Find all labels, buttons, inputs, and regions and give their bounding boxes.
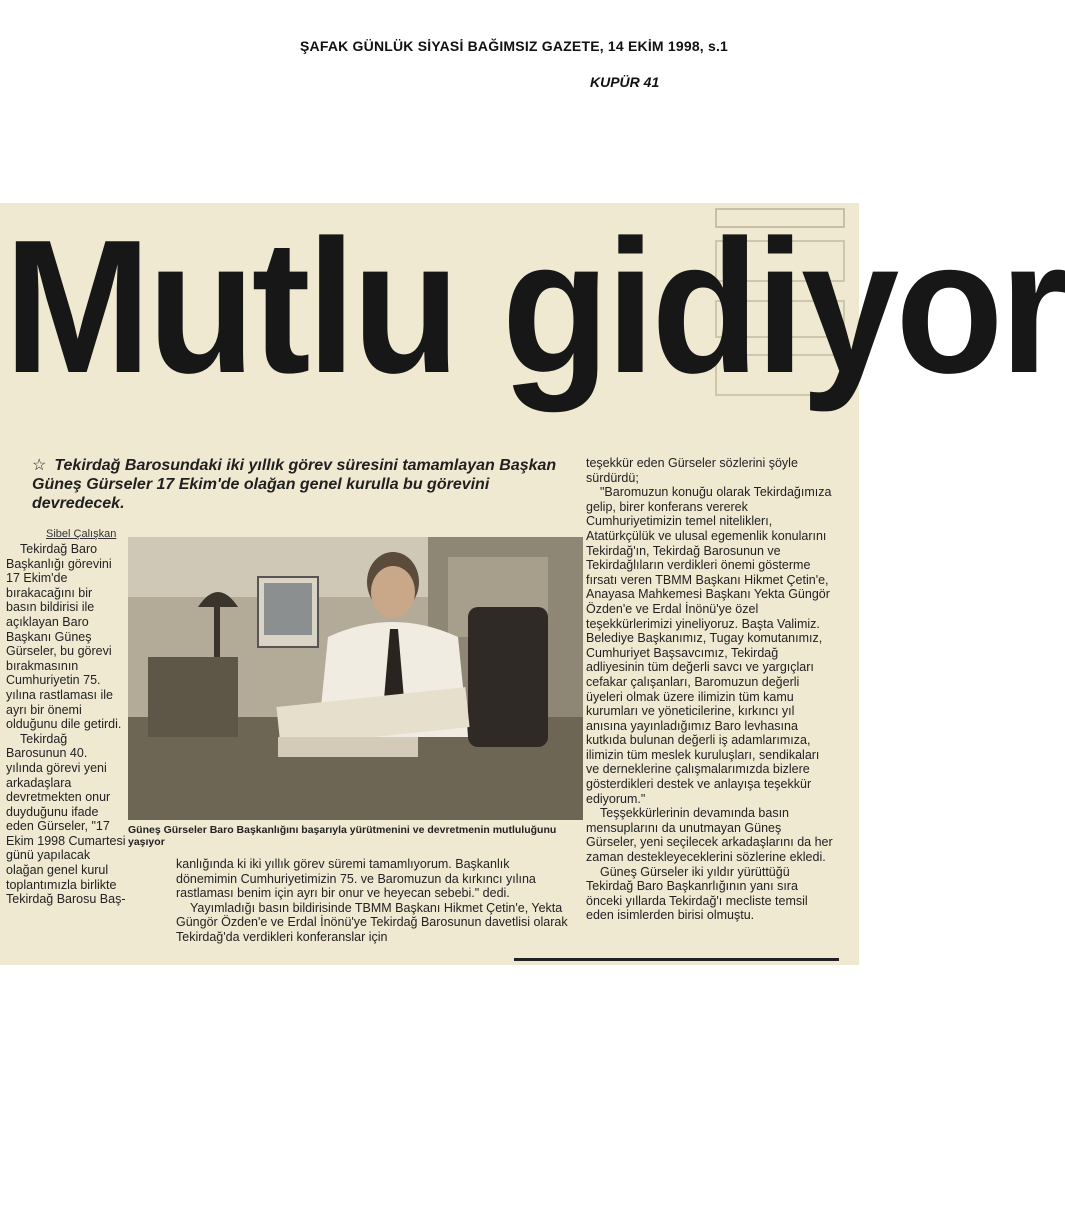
clipping-number: KUPÜR 41 xyxy=(590,74,660,90)
photo-caption: Güneş Gürseler Baro Başkanlığını başarıyla yürütmenini ve devretmenin mutluluğunu yaşıyor xyxy=(128,824,557,848)
article-photo xyxy=(128,537,583,820)
lead-paragraph xyxy=(32,456,572,513)
source-line: ŞAFAK GÜNLÜK SİYASİ BAĞIMSIZ GAZETE, 14 EKİM 1998, s.1 xyxy=(300,38,729,54)
paragraph: teşekkür eden Gürseler sözlerini şöyle sürdürdü; xyxy=(586,456,798,485)
bottom-rule xyxy=(514,958,839,961)
byline: Sibel Çalışkan xyxy=(46,528,117,540)
lead-text: Tekirdağ Barosundaki iki yıllık görev süresini tamamlayan Başkan Güneş Gürseler 17 Ekim'de olağan genel kurulla bu görevini devredecek. xyxy=(32,457,557,512)
star-icon: ☆ xyxy=(32,457,47,474)
paragraph: Tekirdağ Barosunun 40. yılında görevi yeni arkadaşlara devretmekten onur duyduğunu ifade eden Gürseler, "17 Ekim 1998 Cumartesi günü yapılacak olağan genel kurul toplantımızla birlikte Tekirdağ Barosu Baş- xyxy=(6,731,126,907)
paragraph: Teşşekkürlerinin devamında basın mensuplarını da unutmayan Güneş Gürseler, yeni seçilecek arkadaşlarını da her zaman destekleyeceklerini sözlerine ekledi. xyxy=(586,806,833,865)
paragraph: kanlığında ki iki yıllık görev süremi tamamlıyorum. Başkanlık dönemimin Cumhuriyetimizin 75. ve Baromuzun da kırkıncı yılına rastlaması benim için ayrı bir onur ve heyecan sebebi." dedi. xyxy=(176,857,536,901)
paragraph: "Baromuzun konuğu olarak Tekirdağımıza gelip, birer konferans vererek Cumhuriyetimizin temel niteliklerı, Atatürkçülük ve ulusal egemenlik konularını Tekirdağ'ın, Tekirdağ Barosunun ve Tekirdağlıların verdikleri önemi gösterme fırsatı veren TBMM Başkanı Hikmet Çetin'e, Anayasa Mahkemesi Başkanı Yekta Güngör Özden'e ve Erdal İnönü'ye özel teşekkürlerimizi yineliyoruz. Başta Valimiz. Belediye Başkanımız, Tugay komutanımız, Cumhuriyet Başsavcımız, Tekirdağ adliyesinin tüm değerli savcı ve yargıçları cefakar çalışanları, Baromuzun değerli üyeleri olmak üzere ilimizin tüm kamu kurumları ve yöneticilerine, kırkıncı yıl anısına yayınladığımız Baro levhasına kutkıda bulunan değerli iş adamlarımıza, ilimizin tüm meslek kuruluşları, sendikaları ve derneklerine çalışmalarımızda bizlere gösterdikleri destek ve anlayışa teşekkür ediyorum." xyxy=(586,485,832,806)
column-2 xyxy=(176,857,571,945)
headline: Mutlu gidiyor xyxy=(4,201,1065,413)
column-3 xyxy=(586,456,834,923)
paragraph: Tekirdağ Baro Başkanlığı görevini 17 Ekim'de bırakacağını bir basın bildirisi ile açıklayan Baro Başkanı Güneş Gürseler, bu görevi bırakmasının Cumhuriyetin 75. yılına rastlaması ile ayrı bir önemi olduğunu dile getirdi. xyxy=(6,542,122,732)
paragraph: Güneş Gürseler iki yıldır yürüttüğü Tekirdağ Baro Başkanrlığının yanı sıra önceki yıllarda Tekirdağ'ı mecliste temsil eden isimlerden birisi olmuştu. xyxy=(586,864,808,923)
column-1 xyxy=(6,542,126,907)
paragraph: Yayımladığı basın bildirisinde TBMM Başkanı Hikmet Çetin'e, Yekta Güngör Özden'e ve Erdal İnönü'ye Tekirdağ Barosunun davetlisi olarak Tekirdağ'da verdikleri konferanslar için xyxy=(176,900,568,944)
